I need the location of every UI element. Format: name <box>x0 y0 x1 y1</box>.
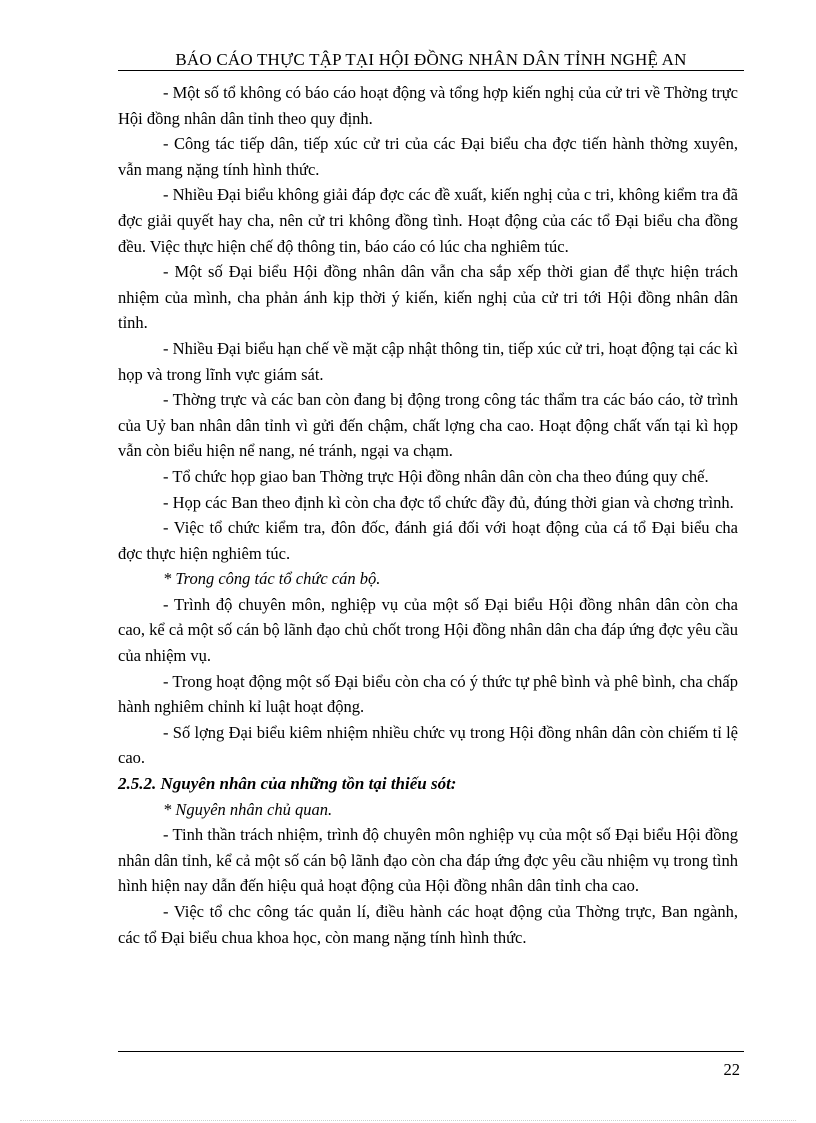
page-number: 22 <box>723 1060 740 1079</box>
paragraph: - Việc tổ chc công tác quản lí, điều hành các hoạt động của Thờng trực, Ban ngành, các tổ Đại biểu chua khoa học, còn mang nặng tính hình thức. <box>118 902 738 947</box>
paragraph: - Nhiều Đại biểu không giải đáp đợc các đề xuất, kiến nghị của c tri, không kiểm tra đã đợc giải quyết hay cha, nên cử tri không đồng tình. Hoạt động của các tổ Đại biểu cha đồng đều. Việc thực hiện chế độ thông tin, báo cáo có lúc cha nghiêm túc. <box>118 185 738 256</box>
page-header-title: BÁO CÁO THỰC TẬP TẠI HỘI ĐỒNG NHÂN DÂN TỈNH NGHỆ AN <box>175 50 687 69</box>
page-edge-divider <box>20 1120 796 1121</box>
paragraph: - Một số tổ không có báo cáo hoạt động và tổng hợp kiến nghị của cử tri về Thờng trực Hội đồng nhân dân tỉnh theo quy định. <box>118 83 738 128</box>
paragraph: - Thờng trực và các ban còn đang bị động trong công tác thẩm tra các báo cáo, tờ trình của Uỷ ban nhân dân tỉnh vì gửi đến chậm, chất lợng cha cao. Hoạt động chất vấn tại kì họp vẫn còn biểu hiện nể nang, né tránh, ngại va chạm. <box>118 390 738 461</box>
paragraph: - Một số Đại biểu Hội đồng nhân dân vẫn cha sắp xếp thời gian để thực hiện trách nhiệm của mình, cha phản ánh kịp thời ý kiến, kiến nghị của cử tri tới Hội đồng nhân dân tỉnh. <box>118 262 738 333</box>
paragraph: - Họp các Ban theo định kì còn cha đợc tổ chức đầy đủ, đúng thời gian và chơng trình. <box>163 492 734 512</box>
paragraph: - Tổ chức họp giao ban Thờng trực Hội đồng nhân dân còn cha theo đúng quy chế. <box>163 466 709 486</box>
paragraph: - Việc tổ chức kiểm tra, đôn đốc, đánh giá đối với hoạt động của cá tổ Đại biểu cha đợc thực hiện nghiêm túc. <box>118 518 738 563</box>
paragraph: - Số lợng Đại biểu kiêm nhiệm nhiều chức vụ trong Hội đồng nhân dân còn chiếm tỉ lệ cao. <box>118 722 738 768</box>
paragraph: - Công tác tiếp dân, tiếp xúc cử tri của các Đại biểu cha đợc tiến hành thờng xuyên, vẫn mang nặng tính hình thức. <box>118 134 738 179</box>
paragraph: - Nhiều Đại biểu hạn chế về mặt cập nhật thông tin, tiếp xúc cử tri, hoạt động tại các kì họp và trong lĩnh vực giám sát. <box>118 338 738 384</box>
header-divider <box>118 70 744 71</box>
paragraph: - Trình độ chuyên môn, nghiệp vụ của một số Đại biểu Hội đồng nhân dân còn cha cao, kể cả một số cán bộ lãnh đạo chủ chốt trong Hội đồng nhân dân cha đáp ứng đợc yêu cầu của nhiệm vụ. <box>118 594 738 666</box>
paragraph: - Tinh thần trách nhiệm, trình độ chuyên môn nghiệp vụ của một số Đại biểu Hội đồng nhân dân tỉnh, kể cả một số cán bộ lãnh đạo còn cha đáp ứng đợc yêu cầu nhiệm vụ trong tình hình hiện nay dẫn đến hiệu quả hoạt động của Hội đồng nhân dân tỉnh cha cao. <box>118 825 738 896</box>
paragraph: - Trong hoạt động một số Đại biểu còn cha có ý thức tự phê bình và phê bình, cha chấp hành nghiêm chỉnh kỉ luật hoạt động. <box>118 671 738 717</box>
footer-divider <box>118 1051 744 1052</box>
subsection-label: * Trong công tác tổ chức cán bộ. <box>163 569 381 589</box>
subsection-label: * Nguyên nhân chủ quan. <box>163 799 333 819</box>
body-text <box>118 80 738 950</box>
section-heading: 2.5.2. Nguyên nhân của những tồn tại thiếu sót: <box>118 774 457 794</box>
